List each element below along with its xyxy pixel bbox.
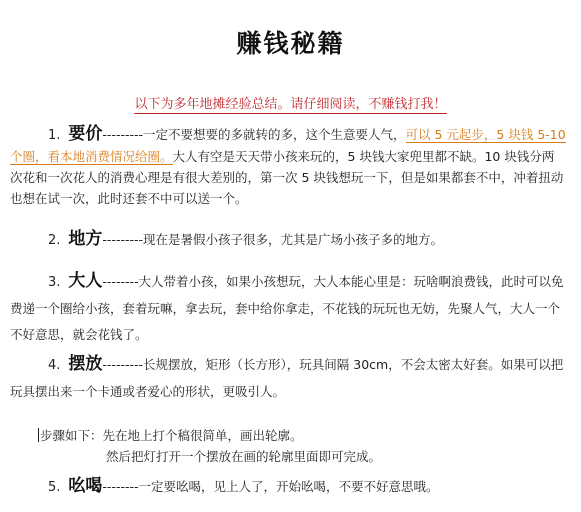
item-text: 长规摆放，矩形（长方形），玩具间隔 30cm，不会太密太好套。如果可以把玩具摆出来一个卡通或者爱心的形状，更吸引人。 [10,357,564,399]
item-adults [10,268,566,348]
item-text: 现在是暑假小孩子很多，尤其是广场小孩子多的地方。 [143,232,444,247]
item-dash: -------- [102,479,139,494]
item-number: 4. [48,358,61,373]
item-dash: --------- [102,232,144,247]
item-text: 一定要吆喝，见上人了，开始吆喝，不要不好意思哦。 [138,479,439,494]
subtitle-warning [0,93,581,112]
steps-line-1 [38,425,381,446]
item-heading: 吆喝 [68,476,103,496]
item-text: 大人带着小孩，如果小孩想玩，大人本能心里是：玩啥啊浪费钱，此时可以免费递一个圈给小孩，套着玩嘛，拿去玩，套中给你拿走，不花钱的玩玩也无妨，先聚人气，大人一个不好意思，就会花钱了。 [10,274,564,342]
page-title: 赚钱秘籍 [236,29,345,58]
steps-line-1-text: 步骤如下：先在地上打个稿很简单，画出轮廓。 [40,428,303,443]
item-number: 5. [48,480,61,495]
item-dash: -------- [102,274,139,289]
item-highlight: 可以 5 元起步，5 块钱 5-10 个圈，看本地消费情况给圈。 [10,127,566,164]
item-heading: 地方 [68,229,103,249]
item-heading: 要价 [68,124,103,144]
item-dash: --------- [102,127,144,142]
item-location [10,229,566,251]
item-shouting [10,476,566,498]
steps-block [38,425,381,467]
text-cursor-icon [38,428,39,442]
steps-line-2: 然后把灯打开一个摆放在画的轮廓里面即可完成。 [106,449,382,464]
item-heading: 摆放 [68,354,103,374]
subtitle-text: 以下为多年地摊经验总结。请仔细阅读，不赚钱打我！ [134,97,447,112]
item-number: 3. [48,275,61,290]
item-text: 一定不要想要的多就转的多，这个生意要人气， [143,127,406,142]
item-price [10,124,566,209]
item-text-continued: 大人有空是天天带小孩来玩的，5 块钱大家兜里都不缺。10 块钱分两次花和一次花人的消费心理是有很大差别的，第一次 5 块钱想玩一下，但是如果都套不中，冲着扭动也想在试一次，此时还套不中可以送一个。 [10,149,564,206]
item-dash: --------- [102,357,144,372]
item-heading: 大人 [68,271,103,291]
item-number: 1. [48,128,61,143]
item-layout [10,351,566,405]
item-number: 2. [48,233,61,248]
